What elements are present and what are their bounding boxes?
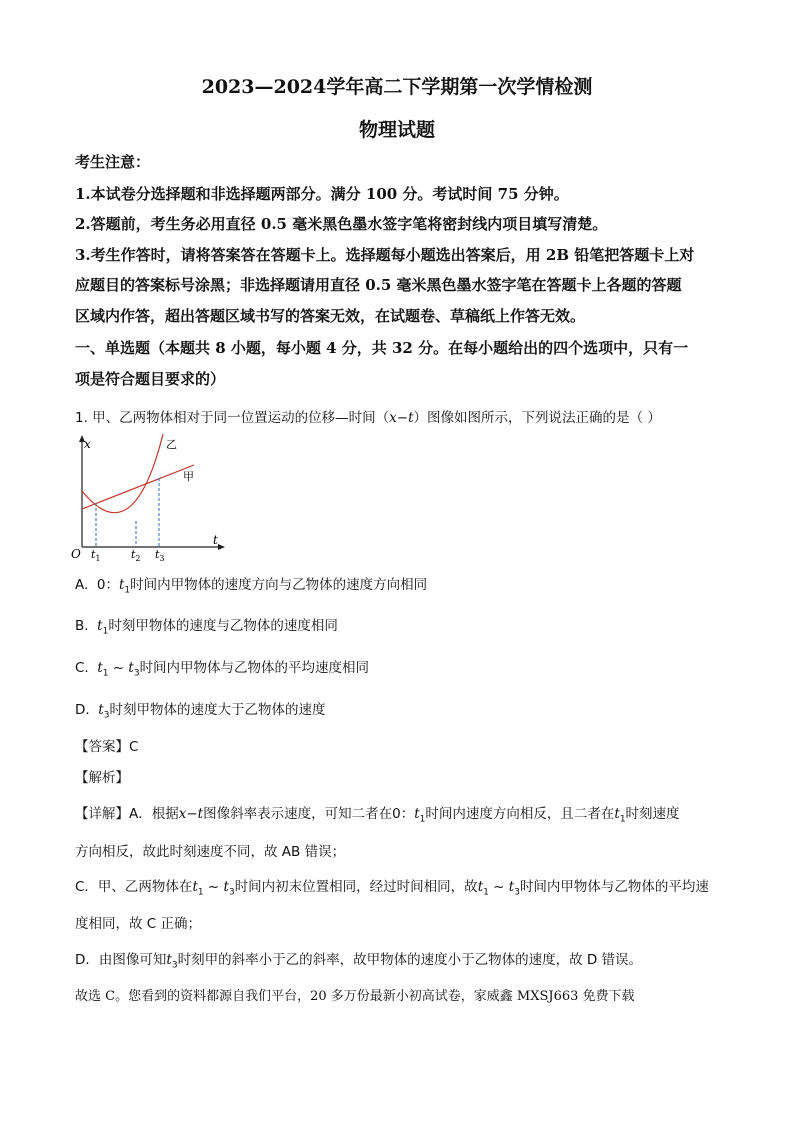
xt-graph <box>70 432 230 562</box>
detail-line-4: 度相同，故 C 正确； <box>75 916 202 932</box>
detail-line-5: D．由图像可知$t_3$时刻甲的斜率小于乙的斜率，故甲物体的速度小于乙物体的速度，故 D 错误。 <box>75 952 643 971</box>
answer-line: 【答案】C <box>75 739 139 755</box>
section-1-line1: 一、单选题（本题共 8 小题，每小题 4 分，共 32 分。在每小题给出的四个选项中，只有一 <box>75 339 689 357</box>
section-1-line2: 项是符合题目要求的） <box>75 370 226 388</box>
option-b: B. $t_1$时刻甲物体的速度与乙物体的速度相同 <box>75 618 338 637</box>
t-axis-arrow <box>218 544 225 550</box>
jia-label: 甲 <box>183 470 194 483</box>
option-d: D. $t_3$时刻甲物体的速度大于乙物体的速度 <box>75 702 326 721</box>
detail-line-6-footer: 故选 C。您看到的资料都源自我们平台，20 多万份最新小初高试卷，家威鑫 MXSJ663 免费下载 <box>75 989 635 1004</box>
analysis-label: 【解析】 <box>75 770 129 786</box>
detail-line-1: 【详解】A．根据x−t图像斜率表示速度，可知二者在0：$t_1$时间内速度方向相反，且二者在$t_1$时刻速度 <box>75 806 680 825</box>
subject-title: 物理试题 <box>358 119 435 141</box>
yi-label: 乙 <box>166 438 177 451</box>
curve-jia <box>82 465 194 509</box>
t-axis-label: t <box>213 533 218 547</box>
exam-title: 2023—2024学年高二下学期第一次学情检测 <box>201 76 593 98</box>
origin-label: O <box>71 547 81 561</box>
curve-yi <box>82 434 163 513</box>
notice-item-3-line1: 3.考生作答时，请将答案答在答题卡上。选择题每小题选出答案后，用 2B 铅笔把答题卡上对 <box>75 246 695 264</box>
x-axis-label: x <box>84 437 91 451</box>
option-c: C. $t_1$ ~ $t_3$时间内甲物体与乙物体的平均速度相同 <box>75 660 370 679</box>
t3-label: $t_3$ <box>155 548 165 562</box>
question-1-stem: 1. 甲、乙两物体相对于同一位置运动的位移—时间（x−t）图像如图所示，下列说法正确的是（ ） <box>75 410 661 426</box>
detail-line-3: C．甲、乙两物体在$t_1$ ~ $t_3$时间内初末位置相同，经过时间相同，故$t_1$ ~ $t_3$时间内甲物体与乙物体的平均速 <box>75 879 709 898</box>
notice-item-3-line2: 应题目的答案标号涂黑；非选择题请用直径 0.5 毫米黑色墨水签字笔在答题卡上各题的答题 <box>75 276 682 294</box>
notice-heading: 考生注意： <box>75 153 151 171</box>
notice-item-2: 2.答题前，考生务必用直径 0.5 毫米黑色墨水签字笔将密封线内项目填写清楚。 <box>75 215 608 233</box>
option-a: A. 0：$t_1$时间内甲物体的速度方向与乙物体的速度方向相同 <box>75 577 428 596</box>
t2-label: $t_2$ <box>131 548 141 562</box>
t1-label: $t_1$ <box>91 548 101 562</box>
notice-item-3-line3: 区域内作答，超出答题区域书写的答案无效，在试题卷、草稿纸上作答无效。 <box>75 307 586 325</box>
notice-item-1: 1.本试卷分选择题和非选择题两部分。满分 100 分。考试时间 75 分钟。 <box>75 185 569 203</box>
detail-line-2: 方向相反，故此时刻速度不同，故 AB 错误； <box>75 844 346 860</box>
